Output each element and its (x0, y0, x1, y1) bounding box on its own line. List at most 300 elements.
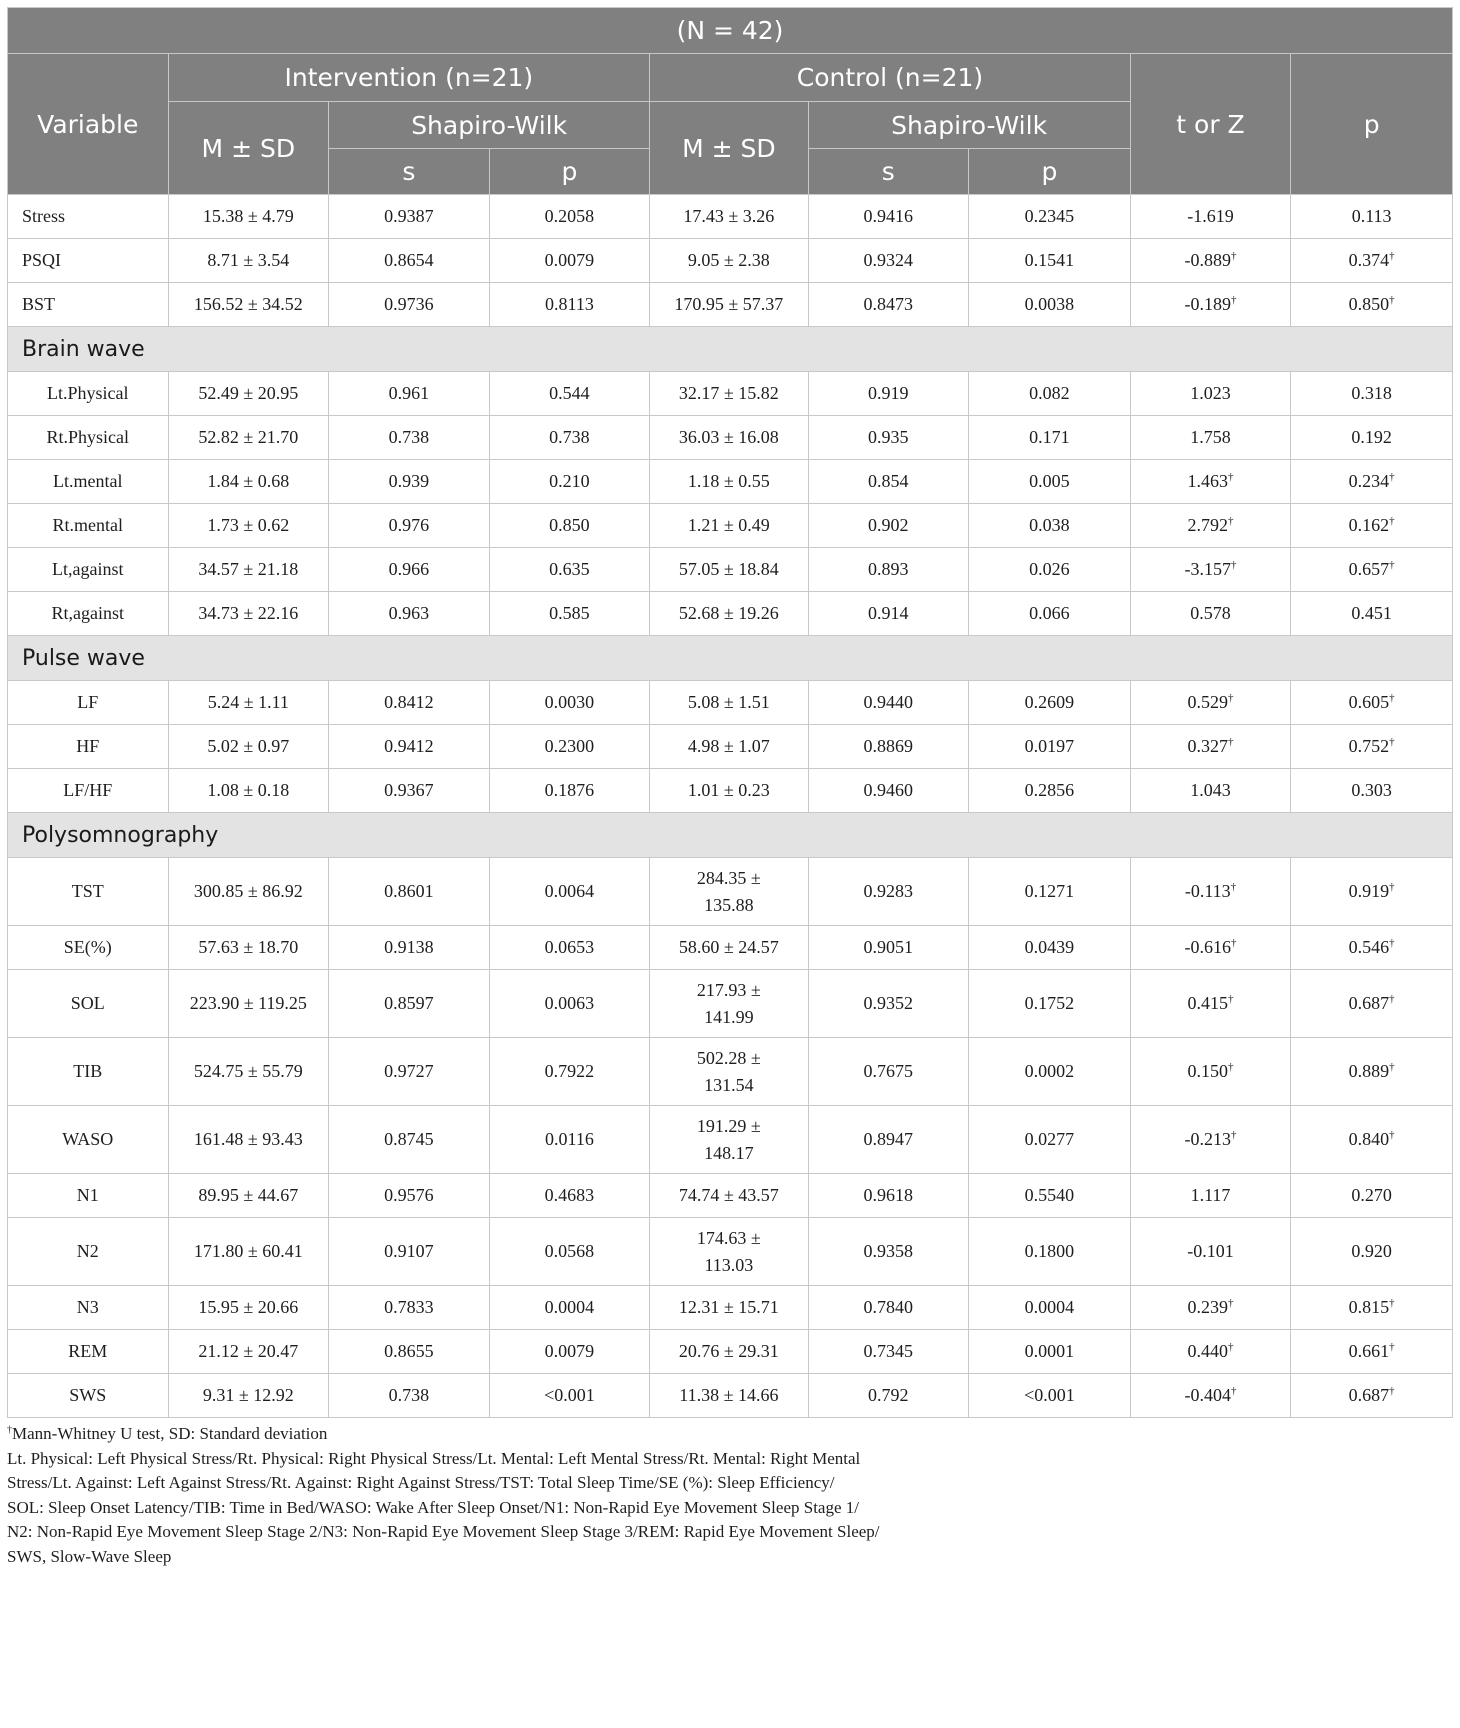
control-mean-sd: 17.43 ± 3.26 (650, 195, 808, 239)
row-label: N2 (8, 1218, 169, 1286)
section-label: Pulse wave (8, 636, 1453, 681)
row-label: WASO (8, 1106, 169, 1174)
p-value (1291, 372, 1453, 416)
intervention-shapiro-s: 0.9367 (329, 769, 490, 813)
control-mean-sd-line2: 148.17 (704, 1142, 754, 1163)
control-shapiro-p: 0.2609 (969, 681, 1131, 725)
intervention-shapiro-p: <0.001 (489, 1374, 650, 1418)
table-row (8, 725, 1453, 769)
header-t-or-z: t or Z (1130, 54, 1291, 195)
control-shapiro-p: 0.0197 (969, 725, 1131, 769)
intervention-shapiro-p: 0.4683 (489, 1174, 650, 1218)
table-row (8, 970, 1453, 1038)
intervention-shapiro-p: 0.210 (489, 460, 650, 504)
control-mean-sd: 1.21 ± 0.49 (650, 504, 808, 548)
control-mean-sd: 4.98 ± 1.07 (650, 725, 808, 769)
t-or-z-value-value: -0.404 (1184, 1385, 1231, 1405)
control-mean-sd: 5.08 ± 1.51 (650, 681, 808, 725)
control-mean-sd (650, 858, 808, 926)
control-shapiro-s: 0.9051 (808, 926, 969, 970)
intervention-shapiro-p: 0.738 (489, 416, 650, 460)
control-shapiro-s: 0.9352 (808, 970, 969, 1038)
control-shapiro-p: 0.0439 (969, 926, 1131, 970)
intervention-mean-sd: 156.52 ± 34.52 (168, 283, 329, 327)
control-mean-sd: 36.03 ± 16.08 (650, 416, 808, 460)
p-value-value: 0.374 (1348, 250, 1390, 270)
control-shapiro-s: 0.7675 (808, 1038, 969, 1106)
t-or-z-value-value: 0.529 (1187, 692, 1228, 712)
control-shapiro-p: 0.5540 (969, 1174, 1131, 1218)
table-row (8, 769, 1453, 813)
p-value (1291, 1106, 1453, 1174)
control-mean-sd (650, 970, 808, 1038)
p-value (1291, 195, 1453, 239)
table-row (8, 926, 1453, 970)
p-value (1291, 1374, 1453, 1418)
row-label: N1 (8, 1174, 169, 1218)
table-row (8, 372, 1453, 416)
row-label: BST (8, 283, 169, 327)
control-shapiro-s: 0.8947 (808, 1106, 969, 1174)
row-label: Lt.Physical (8, 372, 169, 416)
intervention-shapiro-s: 0.8654 (329, 239, 490, 283)
intervention-shapiro-p: 0.585 (489, 592, 650, 636)
control-shapiro-s: 0.792 (808, 1374, 969, 1418)
control-mean-sd: 11.38 ± 14.66 (650, 1374, 808, 1418)
intervention-shapiro-s: 0.9107 (329, 1218, 490, 1286)
t-or-z-value-value: 0.239 (1187, 1297, 1228, 1317)
t-or-z-value (1130, 1038, 1291, 1106)
intervention-shapiro-s: 0.976 (329, 504, 490, 548)
intervention-shapiro-s: 0.9138 (329, 926, 490, 970)
t-or-z-value-value: -0.113 (1184, 881, 1231, 901)
control-mean-sd: 12.31 ± 15.71 (650, 1286, 808, 1330)
p-value (1291, 239, 1453, 283)
control-shapiro-s: 0.8473 (808, 283, 969, 327)
dagger-mark: † (1389, 1297, 1395, 1309)
footnote-line: †Mann-Whitney U test, SD: Standard deviation (7, 1424, 328, 1443)
intervention-shapiro-p: 0.0079 (489, 1330, 650, 1374)
table-row (8, 858, 1453, 926)
control-mean-sd-line2: 113.03 (704, 1254, 754, 1275)
p-value-value: 0.318 (1351, 383, 1392, 403)
dagger-mark: † (1389, 993, 1395, 1005)
intervention-shapiro-s: 0.8655 (329, 1330, 490, 1374)
control-mean-sd (650, 1038, 808, 1106)
header-intervention-p: p (489, 149, 650, 195)
control-shapiro-p: 0.0038 (969, 283, 1131, 327)
p-value (1291, 592, 1453, 636)
dagger-mark: † (1230, 881, 1237, 893)
control-mean-sd: 1.18 ± 0.55 (650, 460, 808, 504)
p-value (1291, 769, 1453, 813)
p-value-value: 0.840 (1348, 1129, 1390, 1149)
intervention-shapiro-s: 0.939 (329, 460, 490, 504)
table-row (8, 1218, 1453, 1286)
table-footnotes (7, 1422, 1453, 1570)
t-or-z-value-value: -0.889 (1184, 250, 1231, 270)
dagger-mark: † (1389, 250, 1395, 262)
t-or-z-value (1130, 283, 1291, 327)
table-row (8, 195, 1453, 239)
control-shapiro-p: 0.026 (969, 548, 1131, 592)
p-value (1291, 504, 1453, 548)
t-or-z-value (1130, 681, 1291, 725)
dagger-mark: † (1230, 559, 1237, 571)
intervention-shapiro-p: 0.635 (489, 548, 650, 592)
control-mean-sd-line2: 131.54 (704, 1074, 754, 1095)
dagger-mark: † (1389, 736, 1395, 748)
control-shapiro-p: 0.066 (969, 592, 1131, 636)
intervention-shapiro-p: 0.1876 (489, 769, 650, 813)
control-shapiro-p: 0.1800 (969, 1218, 1131, 1286)
control-shapiro-p: 0.038 (969, 504, 1131, 548)
intervention-mean-sd: 52.49 ± 20.95 (168, 372, 329, 416)
control-mean-sd-line1: 191.29 ± (696, 1115, 761, 1136)
t-or-z-value-value: 0.578 (1190, 603, 1231, 623)
p-value (1291, 725, 1453, 769)
t-or-z-value-value: 0.440 (1187, 1341, 1228, 1361)
p-value (1291, 1038, 1453, 1106)
dagger-mark: † (1389, 1129, 1395, 1141)
row-label: Rt,against (8, 592, 169, 636)
dagger-mark: † (1389, 692, 1395, 704)
p-value-value: 0.889 (1348, 1061, 1390, 1081)
intervention-mean-sd: 15.38 ± 4.79 (168, 195, 329, 239)
intervention-shapiro-p: 0.8113 (489, 283, 650, 327)
intervention-shapiro-s: 0.7833 (329, 1286, 490, 1330)
t-or-z-value (1130, 1374, 1291, 1418)
dagger-mark: † (1389, 1385, 1395, 1397)
section-label: Brain wave (8, 327, 1453, 372)
t-or-z-value (1130, 504, 1291, 548)
intervention-shapiro-s: 0.963 (329, 592, 490, 636)
control-mean-sd: 170.95 ± 57.37 (650, 283, 808, 327)
t-or-z-value (1130, 858, 1291, 926)
intervention-mean-sd: 223.90 ± 119.25 (168, 970, 329, 1038)
dagger-mark: † (1227, 1061, 1234, 1073)
t-or-z-value (1130, 416, 1291, 460)
control-shapiro-s: 0.914 (808, 592, 969, 636)
row-label: N3 (8, 1286, 169, 1330)
dagger-mark: † (1227, 471, 1234, 483)
t-or-z-value (1130, 725, 1291, 769)
p-value (1291, 1286, 1453, 1330)
control-shapiro-s: 0.893 (808, 548, 969, 592)
t-or-z-value-value: -3.157 (1184, 559, 1231, 579)
table-row (8, 1374, 1453, 1418)
t-or-z-value-value: 2.792 (1187, 515, 1228, 535)
intervention-mean-sd: 89.95 ± 44.67 (168, 1174, 329, 1218)
t-or-z-value-value: 0.327 (1187, 736, 1228, 756)
table-row (8, 1330, 1453, 1374)
p-value-value: 0.815 (1348, 1297, 1390, 1317)
table-row (8, 548, 1453, 592)
intervention-mean-sd: 21.12 ± 20.47 (168, 1330, 329, 1374)
t-or-z-value-value: 0.150 (1187, 1061, 1228, 1081)
intervention-shapiro-p: 0.0653 (489, 926, 650, 970)
control-shapiro-p: 0.0277 (969, 1106, 1131, 1174)
intervention-shapiro-s: 0.8601 (329, 858, 490, 926)
control-shapiro-s: 0.9460 (808, 769, 969, 813)
intervention-shapiro-p: 0.0004 (489, 1286, 650, 1330)
table-row (8, 592, 1453, 636)
p-value (1291, 416, 1453, 460)
control-shapiro-s: 0.9416 (808, 195, 969, 239)
intervention-shapiro-p: 0.0030 (489, 681, 650, 725)
control-mean-sd: 58.60 ± 24.57 (650, 926, 808, 970)
control-mean-sd-line1: 174.63 ± (696, 1227, 761, 1248)
header-intervention: Intervention (n=21) (168, 54, 650, 102)
header-control-msd: M ± SD (650, 102, 808, 195)
intervention-shapiro-p: 0.7922 (489, 1038, 650, 1106)
table-title: (N = 42) (8, 8, 1453, 54)
control-mean-sd-line2: 135.88 (704, 894, 754, 915)
t-or-z-value (1130, 548, 1291, 592)
table-row (8, 1286, 1453, 1330)
intervention-mean-sd: 9.31 ± 12.92 (168, 1374, 329, 1418)
t-or-z-value-value: -0.189 (1184, 294, 1231, 314)
intervention-shapiro-s: 0.961 (329, 372, 490, 416)
table-row (8, 1174, 1453, 1218)
footnote-line: Stress/Lt. Against: Left Against Stress/Rt. Against: Right Against Stress/TST: Total Sleep Time/SE (%): Sleep Efficiency/ (7, 1473, 835, 1493)
intervention-shapiro-s: 0.9412 (329, 725, 490, 769)
p-value-value: 0.605 (1348, 692, 1390, 712)
t-or-z-value (1130, 592, 1291, 636)
table-row (8, 1038, 1453, 1106)
t-or-z-value-value: -0.616 (1184, 937, 1231, 957)
intervention-shapiro-p: 0.0064 (489, 858, 650, 926)
t-or-z-value (1130, 372, 1291, 416)
control-mean-sd: 57.05 ± 18.84 (650, 548, 808, 592)
p-value-value: 0.661 (1348, 1341, 1390, 1361)
intervention-mean-sd: 5.02 ± 0.97 (168, 725, 329, 769)
footnote-line: SOL: Sleep Onset Latency/TIB: Time in Bed/WASO: Wake After Sleep Onset/N1: Non-Rapid Eye Movement Sleep Stage 1/ (7, 1497, 859, 1517)
t-or-z-value-value: -0.213 (1184, 1129, 1231, 1149)
dagger-mark: † (1389, 1341, 1395, 1353)
row-label: SOL (8, 970, 169, 1038)
p-value-value: 0.234 (1348, 471, 1390, 491)
control-mean-sd-line1: 217.93 ± (696, 979, 761, 1000)
intervention-shapiro-s: 0.9736 (329, 283, 490, 327)
intervention-mean-sd: 8.71 ± 3.54 (168, 239, 329, 283)
p-value (1291, 283, 1453, 327)
control-shapiro-s: 0.9618 (808, 1174, 969, 1218)
p-value-value: 0.920 (1351, 1241, 1392, 1261)
p-value (1291, 548, 1453, 592)
control-mean-sd-line1: 284.35 ± (696, 867, 761, 888)
t-or-z-value-value: 1.023 (1190, 383, 1231, 403)
header-variable: Variable (8, 54, 169, 195)
row-label: TIB (8, 1038, 169, 1106)
control-shapiro-s: 0.7345 (808, 1330, 969, 1374)
row-label: Lt,against (8, 548, 169, 592)
p-value-value: 0.687 (1348, 993, 1390, 1013)
intervention-mean-sd: 52.82 ± 21.70 (168, 416, 329, 460)
t-or-z-value (1130, 970, 1291, 1038)
control-shapiro-p: 0.0001 (969, 1330, 1131, 1374)
p-value (1291, 1330, 1453, 1374)
p-value (1291, 1218, 1453, 1286)
table-body (8, 195, 1453, 1418)
t-or-z-value (1130, 769, 1291, 813)
intervention-shapiro-p: 0.2300 (489, 725, 650, 769)
control-shapiro-s: 0.919 (808, 372, 969, 416)
control-shapiro-p: 0.2345 (969, 195, 1131, 239)
p-value-value: 0.303 (1351, 780, 1392, 800)
intervention-shapiro-p: 0.850 (489, 504, 650, 548)
intervention-mean-sd: 15.95 ± 20.66 (168, 1286, 329, 1330)
table-row (8, 681, 1453, 725)
intervention-shapiro-s: 0.8745 (329, 1106, 490, 1174)
control-shapiro-p: 0.005 (969, 460, 1131, 504)
row-label: SE(%) (8, 926, 169, 970)
p-value-value: 0.850 (1348, 294, 1390, 314)
intervention-mean-sd: 5.24 ± 1.11 (168, 681, 329, 725)
control-shapiro-s: 0.935 (808, 416, 969, 460)
intervention-mean-sd: 34.73 ± 22.16 (168, 592, 329, 636)
dagger-mark: † (1227, 1341, 1234, 1353)
header-intervention-shapiro: Shapiro-Wilk (329, 102, 650, 149)
intervention-shapiro-s: 0.8412 (329, 681, 490, 725)
table-row (8, 239, 1453, 283)
t-or-z-value-value: 0.415 (1187, 993, 1228, 1013)
control-shapiro-p: 0.082 (969, 372, 1131, 416)
intervention-shapiro-p: 0.0063 (489, 970, 650, 1038)
intervention-mean-sd: 524.75 ± 55.79 (168, 1038, 329, 1106)
row-label: Rt.mental (8, 504, 169, 548)
footnote-line: N2: Non-Rapid Eye Movement Sleep Stage 2/N3: Non-Rapid Eye Movement Sleep Stage 3/REM: Rapid Eye Movement Sleep/ (7, 1522, 880, 1542)
intervention-shapiro-s: 0.9387 (329, 195, 490, 239)
p-value-value: 0.919 (1348, 881, 1390, 901)
control-shapiro-s: 0.9358 (808, 1218, 969, 1286)
dagger-mark: † (1227, 993, 1234, 1005)
t-or-z-value-value: 1.758 (1190, 427, 1231, 447)
header-control-p: p (969, 149, 1131, 195)
control-mean-sd: 9.05 ± 2.38 (650, 239, 808, 283)
intervention-shapiro-s: 0.9576 (329, 1174, 490, 1218)
row-label: LF/HF (8, 769, 169, 813)
intervention-shapiro-s: 0.9727 (329, 1038, 490, 1106)
control-mean-sd: 74.74 ± 43.57 (650, 1174, 808, 1218)
dagger-mark: † (1389, 1061, 1395, 1073)
t-or-z-value (1130, 239, 1291, 283)
row-label: HF (8, 725, 169, 769)
dagger-mark: † (1389, 937, 1395, 949)
control-shapiro-p: 0.0002 (969, 1038, 1131, 1106)
control-shapiro-s: 0.8869 (808, 725, 969, 769)
control-shapiro-p: 0.2856 (969, 769, 1131, 813)
t-or-z-value-value: 1.463 (1187, 471, 1228, 491)
control-mean-sd (650, 1218, 808, 1286)
p-value-value: 0.192 (1351, 427, 1392, 447)
control-shapiro-s: 0.902 (808, 504, 969, 548)
section-row (8, 327, 1453, 372)
t-or-z-value (1130, 1106, 1291, 1174)
control-shapiro-s: 0.9283 (808, 858, 969, 926)
p-value (1291, 1174, 1453, 1218)
intervention-mean-sd: 171.80 ± 60.41 (168, 1218, 329, 1286)
t-or-z-value (1130, 1286, 1291, 1330)
control-shapiro-p: 0.1541 (969, 239, 1131, 283)
dagger-mark: † (1230, 250, 1237, 262)
dagger-mark: † (1227, 1297, 1234, 1309)
control-mean-sd: 32.17 ± 15.82 (650, 372, 808, 416)
t-or-z-value-value: -1.619 (1187, 206, 1234, 226)
control-mean-sd (650, 1106, 808, 1174)
header-control-s: s (808, 149, 969, 195)
t-or-z-value-value: 1.043 (1190, 780, 1231, 800)
control-shapiro-p: 0.1271 (969, 858, 1131, 926)
t-or-z-value (1130, 1174, 1291, 1218)
row-label: REM (8, 1330, 169, 1374)
intervention-mean-sd: 34.57 ± 21.18 (168, 548, 329, 592)
control-shapiro-s: 0.9324 (808, 239, 969, 283)
section-row (8, 636, 1453, 681)
p-value-value: 0.546 (1348, 937, 1390, 957)
intervention-mean-sd: 1.84 ± 0.68 (168, 460, 329, 504)
section-row (8, 813, 1453, 858)
p-value-value: 0.113 (1351, 206, 1392, 226)
dagger-mark: † (1227, 515, 1234, 527)
dagger-mark: † (1389, 294, 1395, 306)
header-control-shapiro: Shapiro-Wilk (808, 102, 1130, 149)
control-shapiro-p: 0.1752 (969, 970, 1131, 1038)
control-mean-sd: 52.68 ± 19.26 (650, 592, 808, 636)
p-value-value: 0.687 (1348, 1385, 1390, 1405)
dagger-mark: † (1230, 294, 1237, 306)
dagger-mark: † (7, 1424, 12, 1436)
t-or-z-value (1130, 926, 1291, 970)
p-value-value: 0.657 (1348, 559, 1390, 579)
intervention-mean-sd: 300.85 ± 86.92 (168, 858, 329, 926)
intervention-shapiro-s: 0.8597 (329, 970, 490, 1038)
control-shapiro-p: <0.001 (969, 1374, 1131, 1418)
intervention-shapiro-p: 0.544 (489, 372, 650, 416)
intervention-mean-sd: 57.63 ± 18.70 (168, 926, 329, 970)
intervention-shapiro-p: 0.2058 (489, 195, 650, 239)
p-value-value: 0.451 (1351, 603, 1392, 623)
table-container (7, 7, 1453, 1570)
intervention-shapiro-p: 0.0116 (489, 1106, 650, 1174)
header-intervention-msd: M ± SD (168, 102, 329, 195)
intervention-mean-sd: 1.73 ± 0.62 (168, 504, 329, 548)
data-table (7, 7, 1453, 1418)
dagger-mark: † (1389, 471, 1395, 483)
control-shapiro-p: 0.0004 (969, 1286, 1131, 1330)
row-label: TST (8, 858, 169, 926)
p-value-value: 0.270 (1351, 1185, 1392, 1205)
t-or-z-value (1130, 1330, 1291, 1374)
dagger-mark: † (1230, 1385, 1237, 1397)
footnote-line: Lt. Physical: Left Physical Stress/Rt. Physical: Right Physical Stress/Lt. Mental: Left Mental Stress/Rt. Mental: Right Mental (7, 1448, 861, 1468)
intervention-mean-sd: 161.48 ± 93.43 (168, 1106, 329, 1174)
dagger-mark: † (1389, 515, 1395, 527)
p-value (1291, 681, 1453, 725)
p-value-value: 0.752 (1348, 736, 1390, 756)
row-label: Rt.Physical (8, 416, 169, 460)
intervention-mean-sd: 1.08 ± 0.18 (168, 769, 329, 813)
p-value (1291, 858, 1453, 926)
dagger-mark: † (1389, 559, 1395, 571)
row-label: PSQI (8, 239, 169, 283)
row-label: SWS (8, 1374, 169, 1418)
footnote-line: SWS, Slow-Wave Sleep (7, 1546, 172, 1566)
p-value-value: 0.162 (1348, 515, 1390, 535)
control-shapiro-s: 0.9440 (808, 681, 969, 725)
header-control: Control (n=21) (650, 54, 1131, 102)
control-shapiro-s: 0.854 (808, 460, 969, 504)
